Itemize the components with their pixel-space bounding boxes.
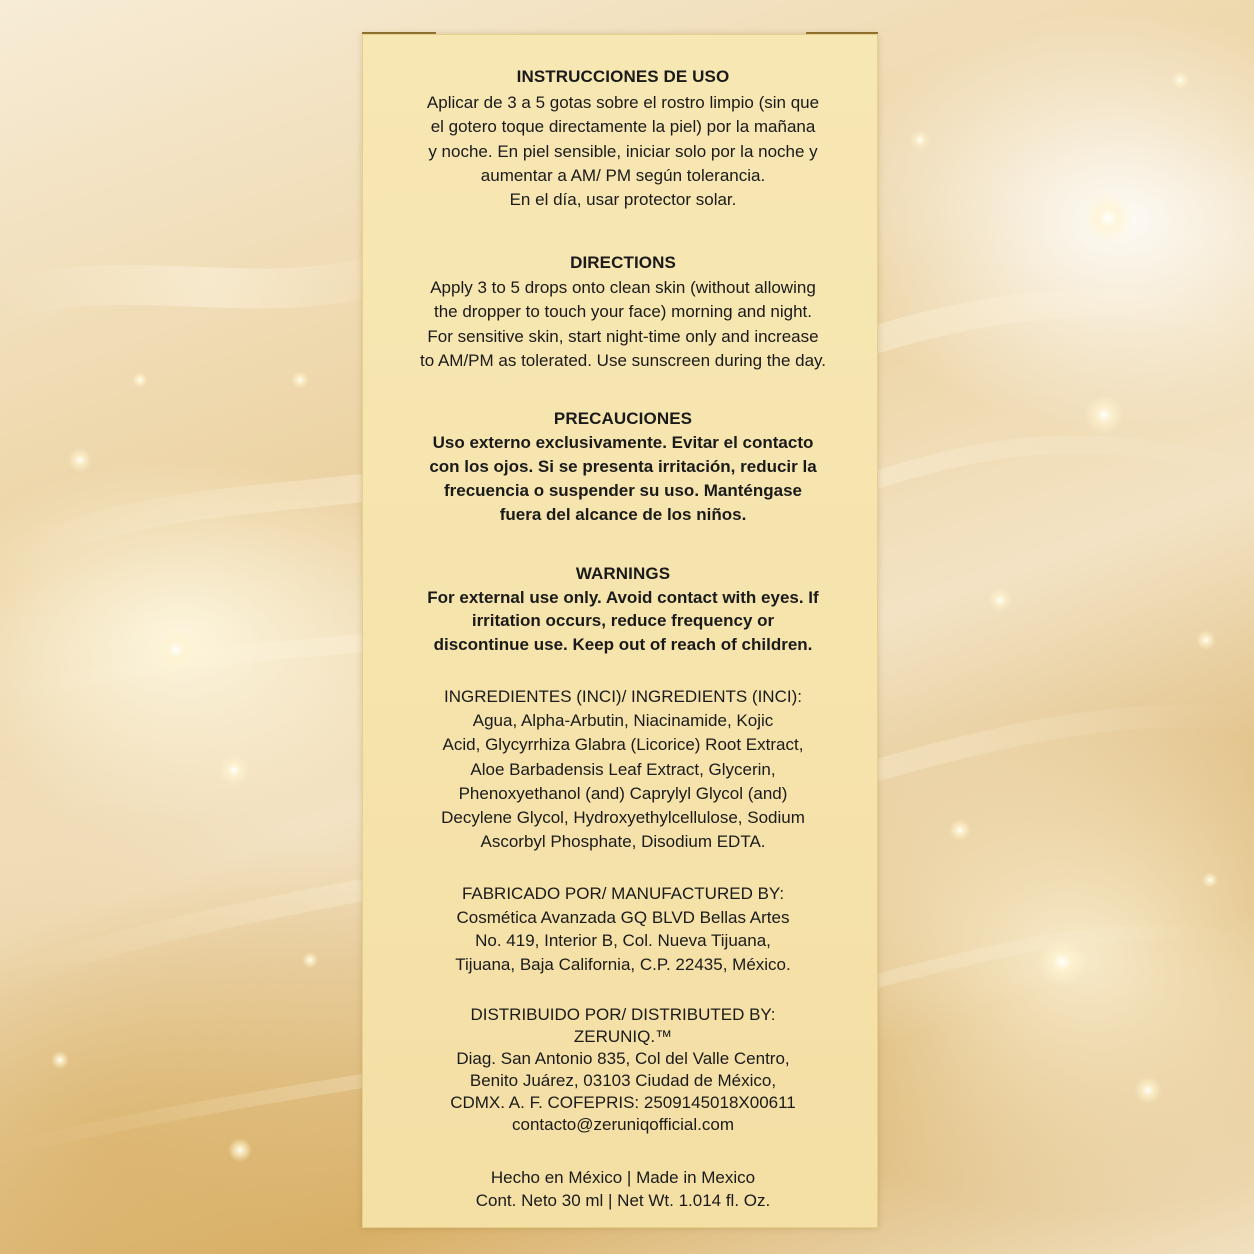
directions-line: For sensitive skin, start night-time only and increase bbox=[427, 326, 819, 346]
precauciones-line: fuera del alcance de los niños. bbox=[499, 505, 747, 524]
ingredients-line: Acid, Glycyrrhiza Glabra (Licorice) Root Extract, bbox=[442, 735, 804, 755]
net-content-line: Cont. Neto 30 ml | Net Wt. 1.014 fl. Oz. bbox=[475, 1191, 771, 1210]
instrucciones-line: y noche. En piel sensible, iniciar solo por la noche y bbox=[428, 141, 818, 161]
distributor-email: contacto@zeruniqofficial.com bbox=[512, 1115, 734, 1134]
precauciones-line: Uso externo exclusivamente. Evitar el contacto bbox=[432, 433, 814, 452]
distributor-line: Diag. San Antonio 835, Col del Valle Centro, bbox=[456, 1049, 790, 1068]
instrucciones-line: Aplicar de 3 a 5 gotas sobre el rostro limpio (sin que bbox=[426, 93, 820, 112]
ingredients-line: Ascorbyl Phosphate, Disodium EDTA. bbox=[480, 832, 766, 852]
precauciones-line: frecuencia o suspender su uso. Manténgase bbox=[443, 481, 803, 500]
distributor-title: DISTRIBUIDO POR/ DISTRIBUTED BY: bbox=[470, 1005, 776, 1024]
manufacturer-title: FABRICADO POR/ MANUFACTURED BY: bbox=[461, 884, 785, 903]
manufacturer-section bbox=[380, 882, 866, 976]
directions-title: DIRECTIONS bbox=[570, 253, 676, 272]
directions-line: Apply 3 to 5 drops onto clean skin (without allowing bbox=[430, 278, 816, 297]
ingredients-line: Decylene Glycol, Hydroxyethylcellulose, Sodium bbox=[441, 808, 805, 828]
manufacturer-line: Cosmética Avanzada GQ BLVD Bellas Artes bbox=[456, 907, 790, 927]
instrucciones-line: aumentar a AM/ PM según tolerancia. bbox=[480, 165, 766, 185]
directions-line: the dropper to touch your face) morning and night. bbox=[433, 302, 812, 322]
ingredients-line: Phenoxyethanol (and) Caprylyl Glycol (and) bbox=[458, 783, 788, 803]
instrucciones-line: En el día, usar protector solar. bbox=[509, 190, 737, 210]
warnings-line: irritation occurs, reduce frequency or bbox=[471, 611, 775, 631]
instrucciones-line: el gotero toque directamente la piel) por la mañana bbox=[430, 117, 816, 137]
precauciones-title: PRECAUCIONES bbox=[553, 409, 693, 428]
origin-line: Hecho en México | Made in Mexico bbox=[490, 1168, 756, 1187]
ingredients-line: Agua, Alpha-Arbutin, Niacinamide, Kojic bbox=[472, 711, 774, 730]
distributor-brand: ZERUNIQ.™ bbox=[573, 1027, 673, 1046]
ingredients-section bbox=[380, 685, 866, 855]
precauciones-line: con los ojos. Si se presenta irritación, reducir la bbox=[429, 457, 817, 476]
warnings-section bbox=[380, 562, 866, 656]
ingredients-line: Aloe Barbadensis Leaf Extract, Glycerin, bbox=[470, 759, 776, 779]
directions-section bbox=[380, 251, 866, 373]
distributor-section bbox=[380, 1004, 866, 1136]
warnings-line: discontinue use. Keep out of reach of children. bbox=[433, 634, 813, 654]
manufacturer-line: No. 419, Interior B, Col. Nueva Tijuana, bbox=[475, 931, 771, 950]
warnings-line: For external use only. Avoid contact with eyes. If bbox=[427, 588, 819, 607]
instrucciones-title: INSTRUCCIONES DE USO bbox=[516, 67, 730, 86]
ingredients-title: INGREDIENTES (INCI)/ INGREDIENTS (INCI): bbox=[444, 687, 802, 706]
distributor-line: Benito Juárez, 03103 Ciudad de México, bbox=[469, 1071, 777, 1090]
directions-line: to AM/PM as tolerated. Use sunscreen during the day. bbox=[419, 350, 826, 370]
footer-section bbox=[380, 1166, 866, 1212]
manufacturer-line: Tijuana, Baja California, C.P. 22435, México. bbox=[455, 954, 791, 974]
instrucciones-section bbox=[380, 65, 866, 212]
distributor-line: CDMX. A. F. COFEPRIS: 2509145018X00611 bbox=[450, 1093, 796, 1112]
warnings-title: WARNINGS bbox=[575, 564, 671, 583]
precauciones-section bbox=[380, 407, 866, 527]
